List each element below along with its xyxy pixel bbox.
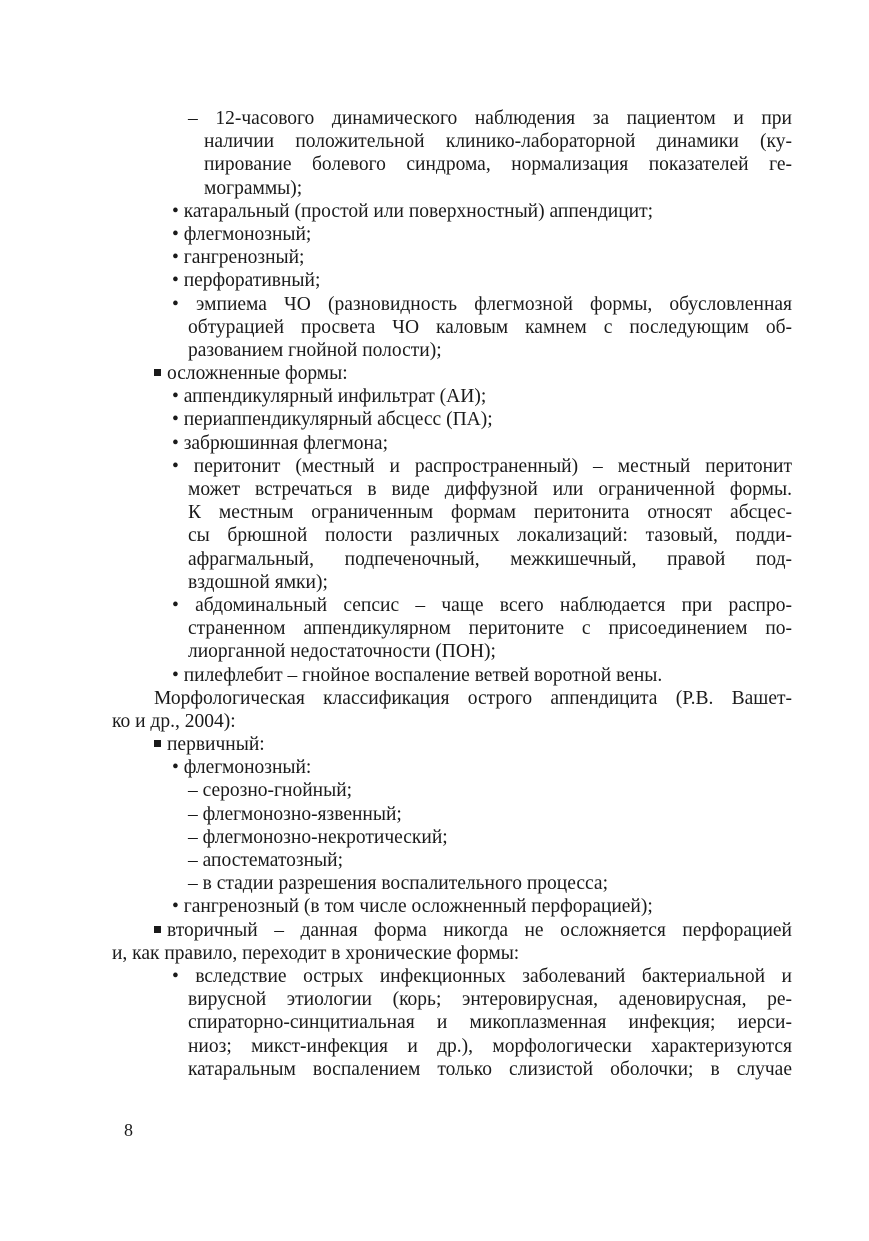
body-text [112, 107, 792, 1081]
line-text: вирусной этиологии (корь; энтеровирусная, аденовирусная, ре- [188, 989, 792, 1011]
line-text: первичный: [167, 734, 265, 756]
text-line [112, 617, 792, 640]
text-line [112, 895, 792, 918]
text-line [112, 223, 792, 246]
line-text: спираторно-синцитиальная и микоплазменная инфекция; иерси- [188, 1012, 792, 1034]
line-text: афрагмальный, подпеченочный, межкишечный, правой под- [188, 548, 792, 570]
line-text: • забрюшинная флегмона; [172, 432, 388, 454]
line-text: наличии положительной клинико-лабораторной динамики (ку- [204, 131, 792, 153]
line-text: обтурацией просвета ЧО каловым камнем с последующим об- [188, 316, 792, 338]
text-line [112, 200, 792, 223]
line-text: лиорганной недостаточности (ПОН); [188, 641, 496, 663]
line-text: – 12-часового динамического наблюдения за пациентом и при [188, 108, 792, 129]
line-text: – флегмонозно-язвенный; [188, 803, 402, 825]
text-line [112, 478, 792, 501]
line-text: – флегмонозно-некротический; [188, 826, 448, 848]
line-text: • перфоративный; [172, 270, 321, 292]
line-text: Морфологическая классификация острого аппендицита (Р.В. Вашет- [154, 687, 792, 709]
line-text: – серозно-гнойный; [188, 780, 353, 802]
line-text: катаральным воспалением только слизистой оболочки; в случае [188, 1058, 792, 1080]
text-line [112, 664, 792, 687]
text-line [112, 339, 792, 362]
line-text: • эмпиема ЧО (разновидность флегмозной формы, обусловленная [172, 293, 792, 315]
text-line [112, 872, 792, 895]
text-line [112, 130, 792, 153]
text-line [112, 710, 792, 733]
line-text: вздошной ямки); [188, 571, 328, 593]
text-line [112, 153, 792, 176]
line-text: разованием гнойной полости); [188, 339, 442, 361]
text-line [112, 988, 792, 1011]
line-text: К местным ограниченным формам перитонита относят абсцес- [188, 502, 792, 524]
text-line [112, 1058, 792, 1081]
text-line [112, 269, 792, 292]
text-line [112, 293, 792, 316]
text-line [112, 408, 792, 431]
text-line [112, 942, 792, 965]
line-text: • аппендикулярный инфильтрат (АИ); [172, 386, 487, 408]
text-line [112, 571, 792, 594]
line-text: сы брюшной полости различных локализаций: тазовый, подди- [188, 525, 792, 547]
line-text: • катаральный (простой или поверхностный) аппендицит; [172, 200, 654, 222]
line-text: вторичный – данная форма никогда не осложняется перфорацией [167, 919, 792, 941]
square-bullet-icon [154, 926, 161, 933]
text-line [112, 524, 792, 547]
text-line [112, 316, 792, 339]
text-line [112, 779, 792, 802]
text-line [112, 849, 792, 872]
page-number: 8 [124, 1120, 133, 1140]
square-bullet-icon [154, 369, 161, 376]
text-line [112, 1011, 792, 1034]
line-text: пирование болевого синдрома, нормализация показателей ге- [204, 154, 792, 176]
line-text: – апостематозный; [188, 850, 343, 871]
square-bullet-icon [154, 740, 161, 747]
text-line [112, 687, 792, 710]
text-line [112, 385, 792, 408]
text-line [112, 756, 792, 779]
line-text: и, как правило, переходит в хронические формы: [112, 942, 520, 964]
text-line [112, 432, 792, 455]
line-text: мограммы); [204, 177, 303, 199]
text-line [112, 1035, 792, 1058]
text-line [112, 919, 792, 942]
text-line [112, 107, 792, 130]
text-line [112, 362, 792, 385]
text-line [112, 640, 792, 663]
line-text: может встречаться в виде диффузной или ограниченной формы. [188, 479, 792, 500]
text-line [112, 594, 792, 617]
line-text: • вследствие острых инфекционных заболеваний бактериальной и [172, 965, 792, 987]
line-text: • перитонит (местный и распространенный) – местный перитонит [172, 455, 792, 477]
text-line [112, 455, 792, 478]
line-text: • флегмонозный; [172, 223, 312, 245]
line-text: • периаппендикулярный абсцесс (ПА); [172, 409, 493, 431]
text-line [112, 965, 792, 988]
text-line [112, 501, 792, 524]
line-text: • абдоминальный сепсис – чаще всего наблюдается при распро- [172, 594, 792, 616]
text-line [112, 548, 792, 571]
line-text: – в стадии разрешения воспалительного процесса; [188, 873, 608, 895]
text-line [112, 826, 792, 849]
line-text: ко и др., 2004): [112, 710, 236, 732]
line-text: ниоз; микст-инфекция и др.), морфологически характеризуются [188, 1035, 792, 1057]
line-text: • гангренозный; [172, 247, 305, 269]
line-text: осложненные формы: [167, 363, 348, 385]
text-line [112, 803, 792, 826]
text-line [112, 246, 792, 269]
line-text: • гангренозный (в том числе осложненный перфорацией); [172, 896, 653, 918]
text-line [112, 733, 792, 756]
line-text: • флегмонозный: [172, 757, 312, 779]
line-text: • пилефлебит – гнойное воспаление ветвей воротной вены. [172, 664, 663, 686]
text-line [112, 177, 792, 200]
line-text: страненном аппендикулярном перитоните с присоединением по- [188, 618, 792, 640]
